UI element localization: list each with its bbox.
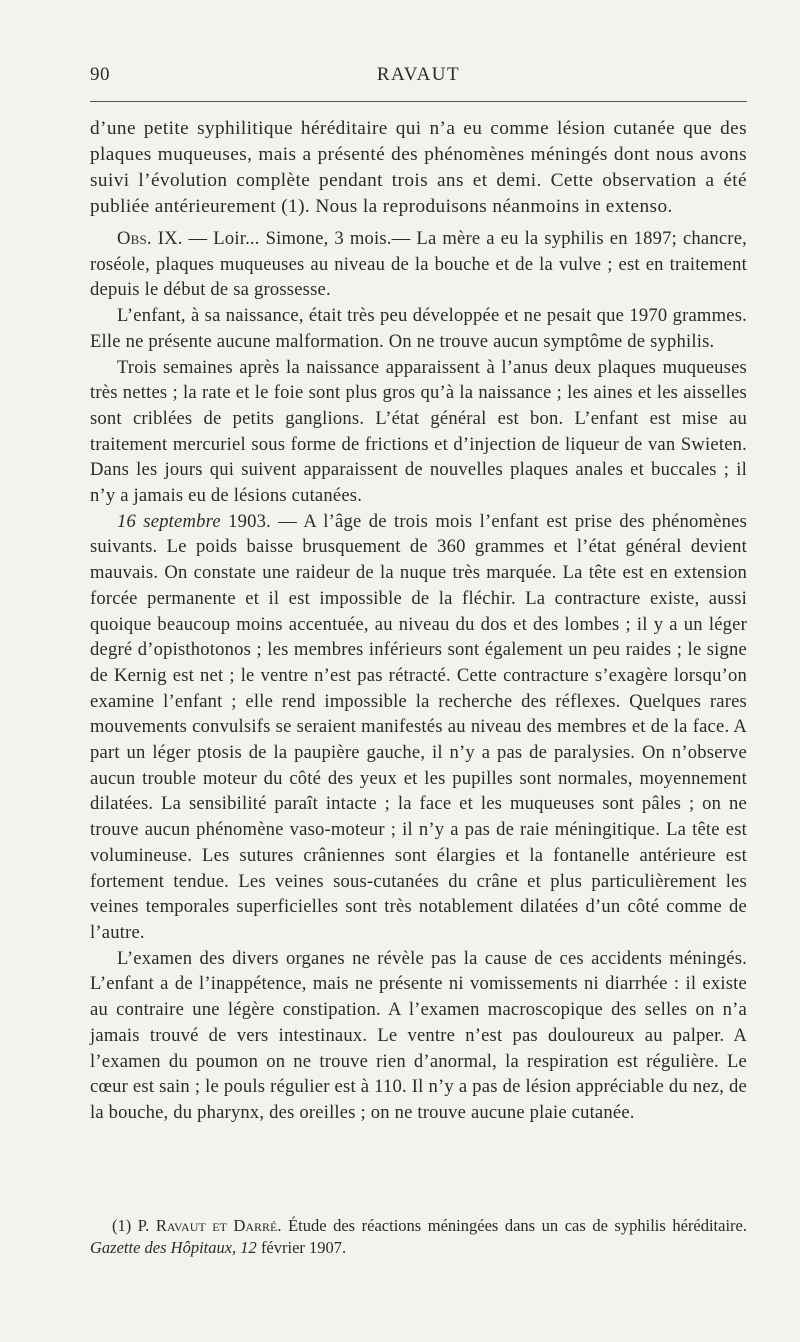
observation-paragraph-4 bbox=[90, 509, 747, 946]
body-text bbox=[90, 116, 747, 1126]
observation-paragraph-5: L’examen des divers organes ne révèle pas la cause de ces accidents méningés. L’enfant a de l’inappétence, mais ne présente ni vomissements ni diarrhée : il existe au contraire une légère constipation. A l’examen macroscopique des selles on n’a jamais trouvé de vers intestinaux. Le ventre n’est pas douloureux au palper. A l’examen du poumon on ne trouve rien d’anormal, la respiration est régulière. Le cœur est sain ; le pouls régulier est à 110. Il n’y a pas de lésion appréciable du nez, de la bouche, du pharynx, des oreilles ; on ne trouve aucune plaie cutanée. bbox=[90, 947, 747, 1123]
intro-paragraph: d’une petite syphilitique héréditaire qui n’a eu comme lésion cutanée que des plaques muqueuses, mais a présenté des phénomènes méningés dont nous avons suivi l’évolution complète pendant trois ans et demi. Cette observation a été publiée antérieurement (1). Nous la reproduisons néanmoins in extenso. bbox=[90, 118, 747, 217]
footnote-date: février 1907. bbox=[256, 1238, 347, 1257]
observation-section bbox=[90, 226, 747, 1126]
footnote-marker: (1) P. bbox=[112, 1216, 156, 1235]
intro-section bbox=[90, 116, 747, 220]
footnote bbox=[90, 1215, 747, 1259]
observation-label: Obs. IX. bbox=[117, 228, 183, 249]
observation-paragraph-2: L’enfant, à sa naissance, était très peu développée et ne pesait que 1970 grammes. Elle ne présente aucune malformation. On ne trouve aucun symptôme de syphilis. bbox=[90, 305, 747, 352]
observation-p4-text: 1903. — A l’âge de trois mois l’enfant est prise des phénomènes suivants. Le poids baisse brusquement de 360 grammes et l’état général devient mauvais. On constate une raideur de la nuque très marquée. La tête est en extension forcée permanente et il est impossible de la fléchir. La contracture existe, aussi quoique beaucoup moins accentuée, au niveau du dos et des lombes ; il y a un léger degré d’opisthotonos ; les membres inférieurs sont également un peu raides ; le signe de Kernig est net ; le ventre n’est pas rétracté. Cette contracture s’exagère lorsqu’on examine l’enfant ; elle rend impossible la recherche des réflexes. Quelques rares mouvements convulsifs se seraient manifestés au niveau des membres et de la face. A part un léger ptosis de la paupière gauche, il n’y a pas de paralysies. On n’observe aucun trouble moteur du côté des yeux et les pupilles sont normales, moyennement dilatées. La sensibilité paraît intacte ; la face et les muqueuses sont pâles ; on ne trouve aucun phénomène vaso-moteur ; il n’y a pas de raie méningitique. La tête est volumineuse. Les sutures crâniennes sont élargies et la fontanelle antérieure est fortement tendue. Les veines sous-cutanées du crâne et plus particulièrement les veines temporales superficielles sont très notablement dilatées d’un côté comme de l’autre. bbox=[90, 510, 748, 943]
running-title: RAVAUT bbox=[376, 64, 461, 85]
observation-date: 16 septembre bbox=[117, 510, 221, 532]
observation-paragraph-1 bbox=[90, 226, 747, 303]
footnote-journal: Gazette des Hôpitaux, 12 bbox=[90, 1238, 257, 1257]
header-rule bbox=[90, 101, 747, 102]
observation-paragraph-3: Trois semaines après la naissance apparaissent à l’anus deux plaques muqueuses très nettes ; la rate et le foie sont plus gros qu’à la naissance ; les aines et les aisselles sont criblées de petits ganglions. L’état général est bon. L’enfant est mise au traitement mercuriel sous forme de frictions et d’injection de liqueur de van Swieten. Dans les jours qui suivent apparaissent de nouvelles plaques anales et buccales ; il n’y a jamais eu de lésions cutanées. bbox=[90, 356, 747, 507]
page-header bbox=[90, 64, 747, 90]
footnote-authors: Ravaut et Darré bbox=[155, 1216, 278, 1235]
observation-p1-text: — Loir... Simone, 3 mois.— La mère a eu la syphilis en 1897; chancre, roséole, plaques muqueuses au niveau de la bouche et de la vulve ; est en traitement depuis le début de sa grossesse. bbox=[90, 228, 747, 301]
page-number: 90 bbox=[90, 64, 110, 85]
footnote-title: . Étude des réactions méningées dans un cas de syphilis héréditaire. bbox=[277, 1216, 747, 1235]
